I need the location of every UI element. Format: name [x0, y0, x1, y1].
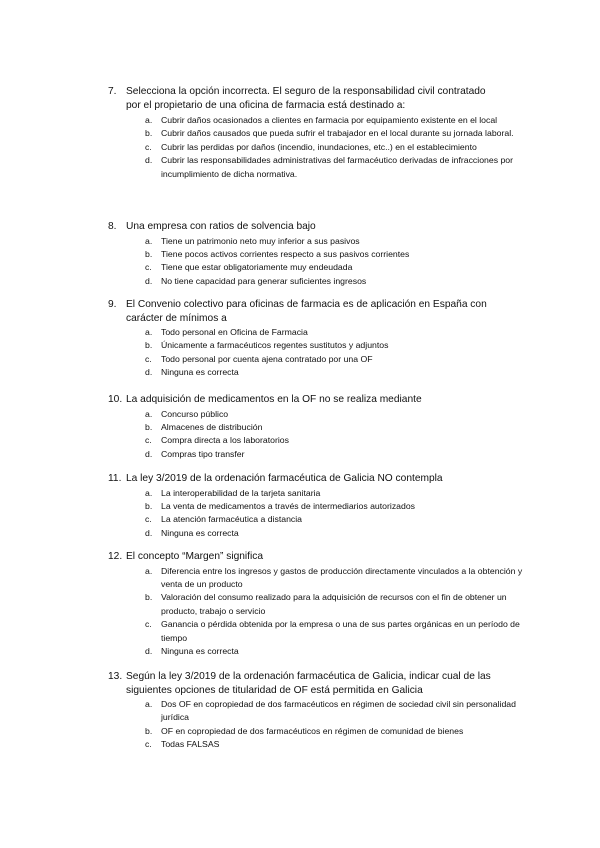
- option-letter: b.: [145, 725, 153, 736]
- option-item: [108, 114, 528, 127]
- option-text: Almacenes de distribución: [161, 421, 263, 432]
- option-letter: a.: [145, 408, 153, 419]
- option-list: [108, 114, 528, 181]
- option-item: [108, 141, 528, 154]
- option-text: Todas FALSAS: [161, 739, 220, 750]
- option-letter: b.: [145, 248, 153, 259]
- option-letter: c.: [145, 514, 152, 525]
- question-10: [108, 393, 528, 461]
- option-list: [108, 235, 528, 289]
- question-text-line: siguientes opciones de titularidad de OF está permitida en Galicia: [126, 684, 423, 696]
- question-number: 13.: [108, 671, 123, 682]
- option-item: [108, 527, 528, 540]
- option-text: Cubrir las responsabilidades administrativas del farmacéutico derivadas de infracciones por incumplimiento de dicha normativa.: [161, 155, 514, 179]
- option-text: OF en copropiedad de dos farmacéuticos en régimen de comunidad de bienes: [161, 725, 464, 736]
- option-text: Diferencia entre los ingresos y gastos de producción directamente vinculados a la obtención y venta de un producto: [161, 565, 523, 589]
- option-letter: a.: [145, 487, 153, 498]
- question-number: 11.: [108, 473, 122, 484]
- option-item: [108, 408, 528, 421]
- question-8: [108, 220, 528, 288]
- option-letter: c.: [145, 353, 152, 364]
- option-text: La interoperabilidad de la tarjeta sanitaria: [161, 487, 321, 498]
- option-list: [108, 408, 528, 462]
- option-text: Cubrir las perdidas por daños (incendio, inundaciones, etc..) en el establecimiento: [161, 141, 477, 152]
- option-item: [108, 513, 528, 526]
- option-letter: a.: [145, 115, 153, 125]
- question-number: 9.: [108, 299, 117, 310]
- option-item: [108, 154, 528, 181]
- option-letter: d.: [145, 448, 153, 459]
- option-text: Dos OF en copropiedad de dos farmacéuticos en régimen de sociedad civil sin personalidad jurídica: [161, 699, 516, 723]
- option-item: [108, 645, 528, 658]
- option-text: La atención farmacéutica a distancia: [161, 514, 303, 525]
- option-letter: c.: [145, 619, 152, 630]
- option-item: [108, 235, 528, 248]
- option-text: Compra directa a los laboratorios: [161, 435, 289, 446]
- question-text-line: Según la ley 3/2019 de la ordenación farmacéutica de Galicia, indicar cual de las: [126, 671, 491, 682]
- option-item: [108, 618, 528, 645]
- option-item: [108, 448, 528, 461]
- option-item: [108, 725, 528, 738]
- option-item: [108, 366, 528, 379]
- question-number: 12.: [108, 551, 123, 562]
- option-letter: d.: [145, 645, 153, 656]
- question-text-line: La ley 3/2019 de la ordenación farmacéutica de Galicia NO contempla: [126, 473, 443, 484]
- option-text: Únicamente a farmacéuticos regentes sustitutos y adjuntos: [161, 340, 389, 351]
- option-text: Ninguna es correcta: [161, 367, 239, 378]
- option-text: Tiene pocos activos corrientes respecto a sus pasivos corrientes: [161, 248, 410, 259]
- option-text: Cubrir daños ocasionados a clientes en farmacia por equipamiento existente en el local: [161, 115, 498, 125]
- option-item: [108, 500, 528, 513]
- option-letter: b.: [145, 421, 153, 432]
- question-text-line: El concepto “Margen” significa: [126, 551, 264, 562]
- question-number: 8.: [108, 221, 117, 232]
- option-letter: b.: [145, 340, 153, 351]
- option-item: [108, 326, 528, 339]
- option-text: La venta de medicamentos a través de intermediarios autorizados: [161, 500, 416, 511]
- option-item: [108, 421, 528, 434]
- option-letter: c.: [145, 262, 152, 273]
- option-letter: d.: [145, 155, 153, 166]
- option-item: [108, 434, 528, 447]
- option-item: [108, 487, 528, 500]
- option-text: Compras tipo transfer: [161, 448, 245, 459]
- option-letter: c.: [145, 141, 152, 152]
- option-item: [108, 738, 528, 751]
- option-list: [108, 565, 528, 659]
- option-text: Tiene un patrimonio neto muy inferior a sus pasivos: [161, 235, 360, 246]
- option-letter: a.: [145, 699, 153, 709]
- option-text: Ganancia o pérdida obtenida por la empresa o una de sus partes orgánicas en un período de tiempo: [161, 619, 520, 643]
- option-text: No tiene capacidad para generar suficientes ingresos: [161, 275, 367, 286]
- option-letter: b.: [145, 128, 153, 139]
- option-item: [108, 261, 528, 274]
- option-text: Ninguna es correcta: [161, 645, 239, 656]
- question-text-line: carácter de mínimos a: [126, 312, 227, 324]
- option-letter: d.: [145, 527, 153, 538]
- question-text-line: Selecciona la opción incorrecta. El seguro de la responsabilidad civil contratado: [126, 86, 486, 97]
- question-13: [108, 670, 528, 752]
- question-7: [108, 85, 528, 181]
- question-text-line: Una empresa con ratios de solvencia bajo: [126, 221, 316, 232]
- option-letter: a.: [145, 235, 153, 246]
- option-item: [108, 353, 528, 366]
- option-letter: b.: [145, 500, 153, 511]
- option-letter: d.: [145, 367, 153, 378]
- option-list: [108, 326, 528, 380]
- option-text: Ninguna es correcta: [161, 527, 239, 538]
- question-text-line: por el propietario de una oficina de farmacia está destinado a:: [126, 99, 406, 111]
- option-text: Cubrir daños causados que pueda sufrir el trabajador en el local durante su jornada laboral.: [161, 128, 514, 139]
- option-item: [108, 275, 528, 288]
- option-item: [108, 339, 528, 352]
- option-text: Concurso público: [161, 408, 229, 419]
- option-item: [108, 698, 528, 725]
- option-letter: c.: [145, 435, 152, 446]
- option-text: Valoración del consumo realizado para la adquisición de recursos con el fin de obtener un producto, trabajo o servicio: [161, 592, 507, 616]
- option-text: Todo personal en Oficina de Farmacia: [161, 327, 308, 337]
- option-item: [108, 127, 528, 140]
- option-text: Todo personal por cuenta ajena contratado por una OF: [161, 353, 373, 364]
- question-number: 7.: [108, 86, 117, 97]
- option-list: [108, 487, 528, 541]
- question-11: [108, 472, 528, 540]
- question-12: [108, 550, 528, 658]
- option-item: [108, 565, 528, 592]
- question-9: [108, 298, 528, 380]
- question-text-line: El Convenio colectivo para oficinas de farmacia es de aplicación en España con: [126, 299, 487, 310]
- option-letter: a.: [145, 565, 153, 576]
- option-letter: a.: [145, 327, 153, 337]
- question-text-line: La adquisición de medicamentos en la OF no se realiza mediante: [126, 394, 422, 405]
- option-item: [108, 591, 528, 618]
- option-text: Tiene que estar obligatoriamente muy endeudada: [161, 262, 353, 273]
- option-letter: b.: [145, 592, 153, 603]
- option-list: [108, 698, 528, 752]
- option-item: [108, 248, 528, 261]
- option-letter: c.: [145, 739, 152, 750]
- question-number: 10.: [108, 394, 123, 405]
- option-letter: d.: [145, 275, 153, 286]
